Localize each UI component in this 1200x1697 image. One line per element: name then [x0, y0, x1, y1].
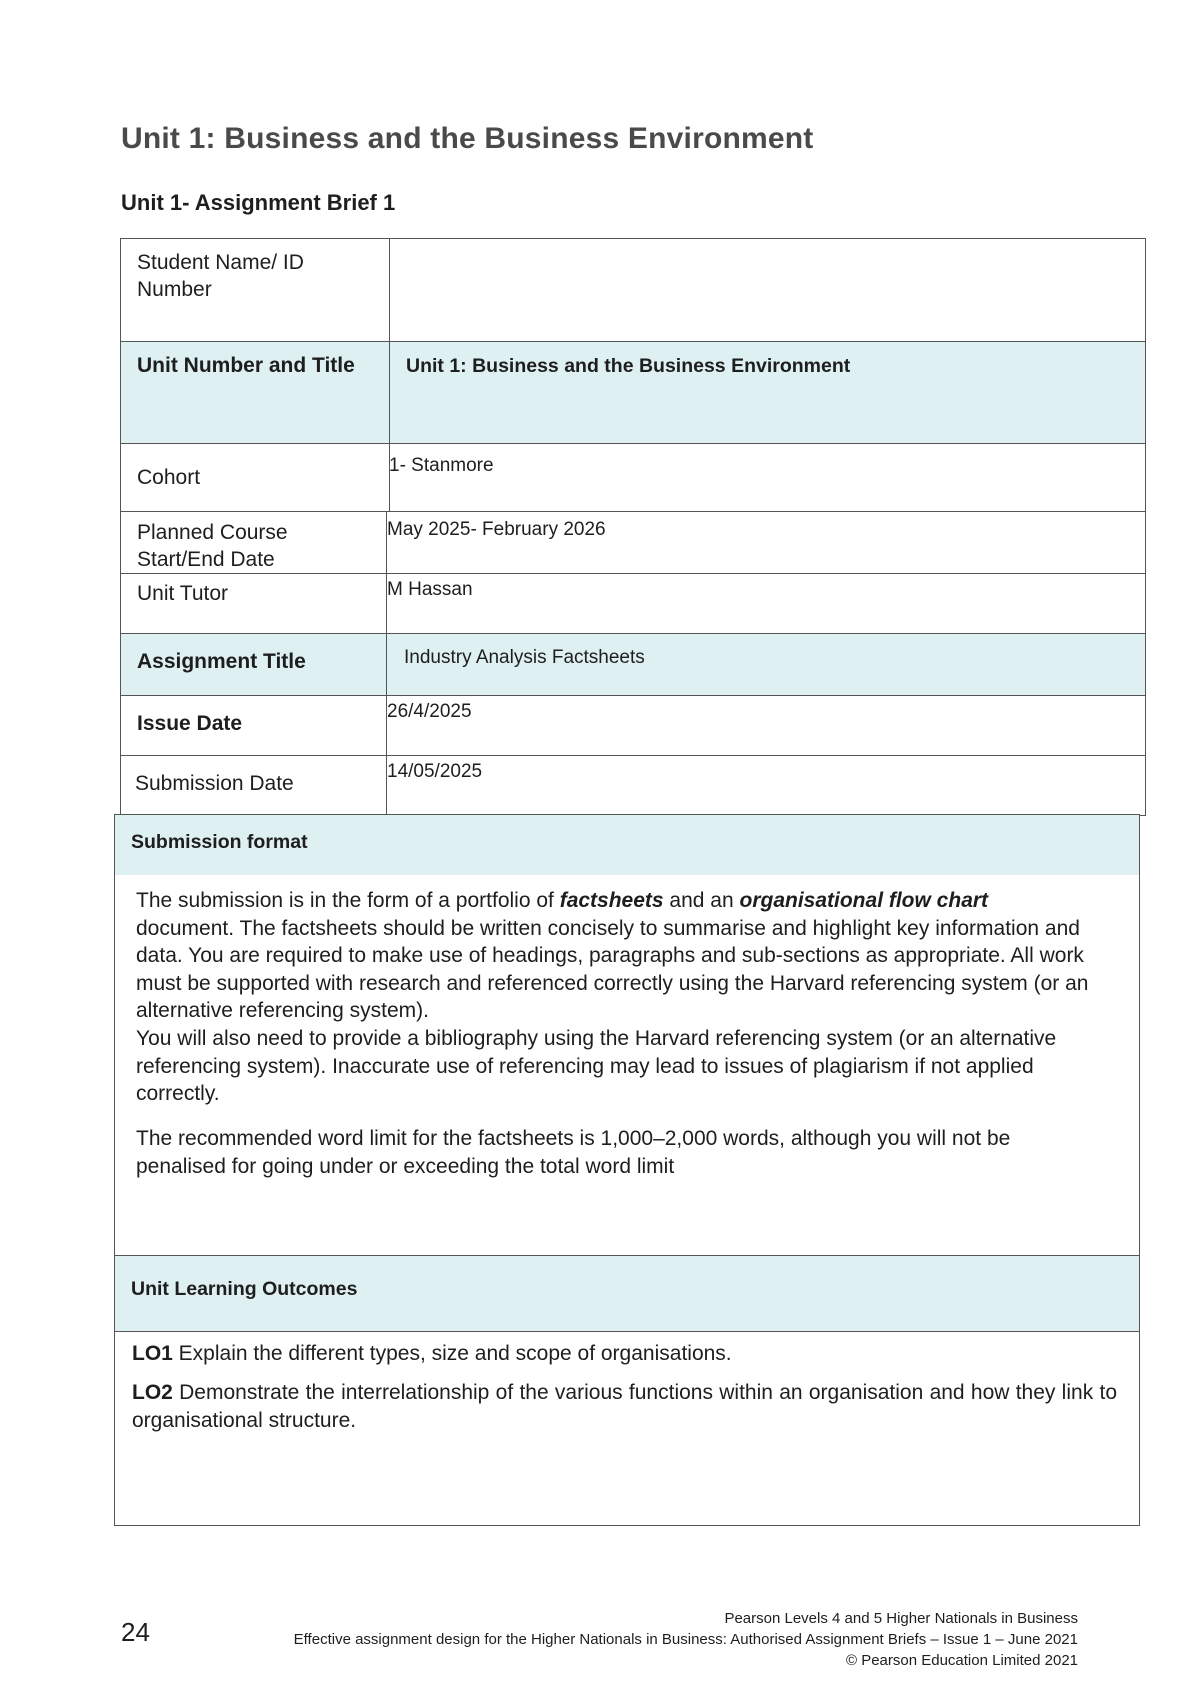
footer-line-1: Pearson Levels 4 and 5 Higher Nationals in Business: [724, 1610, 1078, 1627]
row-student: [121, 239, 1145, 341]
row-assignment-title: [121, 633, 1145, 695]
learning-outcomes-header: [115, 1255, 1139, 1331]
assignment-title-value: Industry Analysis Factsheets: [404, 647, 645, 668]
lo1-code: LO1: [132, 1342, 173, 1365]
page-number: 24: [121, 1617, 150, 1647]
learning-outcome-2: LO2 Demonstrate the interrelationship of the various functions within an organisation and how they link to organisational structure.: [132, 1381, 1117, 1432]
issue-date-value: 26/4/2025: [387, 701, 472, 722]
cohort-value: 1- Stanmore: [389, 455, 494, 476]
footer-line-3: © Pearson Education Limited 2021: [845, 1652, 1078, 1669]
submission-date-label: Submission Date: [135, 772, 294, 795]
tutor-value: M Hassan: [387, 579, 473, 600]
tutor-label: Unit Tutor: [137, 582, 229, 605]
submission-paragraph-2: You will also need to provide a bibliography using the Harvard referencing system (or an alternative referencing system). Inaccurate use of referencing may lead to issues of plagiarism if not applied correctly.: [136, 1027, 1057, 1105]
submission-format-heading: Submission format: [131, 831, 308, 853]
submission-paragraph-3: The recommended word limit for the factsheets is 1,000–2,000 words, although you will not be penalised for going under or exceeding the total word limit: [136, 1127, 1011, 1178]
course-dates-value: May 2025- February 2026: [387, 519, 606, 540]
course-dates-label: Planned Course Start/End Date: [137, 521, 288, 571]
lo2-code: LO2: [132, 1381, 173, 1404]
flow-chart-emphasis: organisational flow chart: [739, 889, 989, 912]
row-cohort: [121, 443, 1145, 511]
learning-outcomes-heading: Unit Learning Outcomes: [131, 1278, 358, 1300]
student-label: Student Name/ ID Number: [137, 251, 304, 301]
submission-date-value: 14/05/2025: [387, 761, 483, 782]
row-submission-date: [121, 755, 1145, 815]
unit-value: Unit 1: Business and the Business Environment: [406, 355, 851, 377]
row-course-dates: [121, 511, 1145, 573]
cohort-label: Cohort: [137, 466, 201, 489]
assignment-details-table: [120, 238, 1146, 816]
submission-format-header: [115, 815, 1139, 875]
learning-outcome-1: LO1 Explain the different types, size and scope of organisations.: [132, 1342, 732, 1365]
footer-line-2: Effective assignment design for the Higher Nationals in Business: Authorised Assignment Briefs – Issue 1 – June 2021: [293, 1631, 1078, 1648]
submission-paragraph-1: The submission is in the form of a portfolio of factsheets and an organisational flow chart document. The factsheets should be written concisely to summarise and highlight key information and data. You are required to make use of headings, paragraphs and sub-sections as appropriate. All work must be supported with research and referenced correctly using the Harvard referencing system (or an alternative referencing system).: [136, 889, 1089, 1022]
page-title: Unit 1: Business and the Business Environment: [121, 122, 814, 155]
row-tutor: [121, 573, 1145, 633]
row-issue-date: [121, 695, 1145, 755]
assignment-title-label: Assignment Title: [137, 650, 306, 673]
unit-label: Unit Number and Title: [137, 354, 355, 377]
issue-date-label: Issue Date: [137, 712, 243, 735]
factsheets-emphasis: factsheets: [559, 889, 664, 912]
page-subtitle: Unit 1- Assignment Brief 1: [121, 190, 396, 215]
row-unit: [121, 341, 1145, 443]
